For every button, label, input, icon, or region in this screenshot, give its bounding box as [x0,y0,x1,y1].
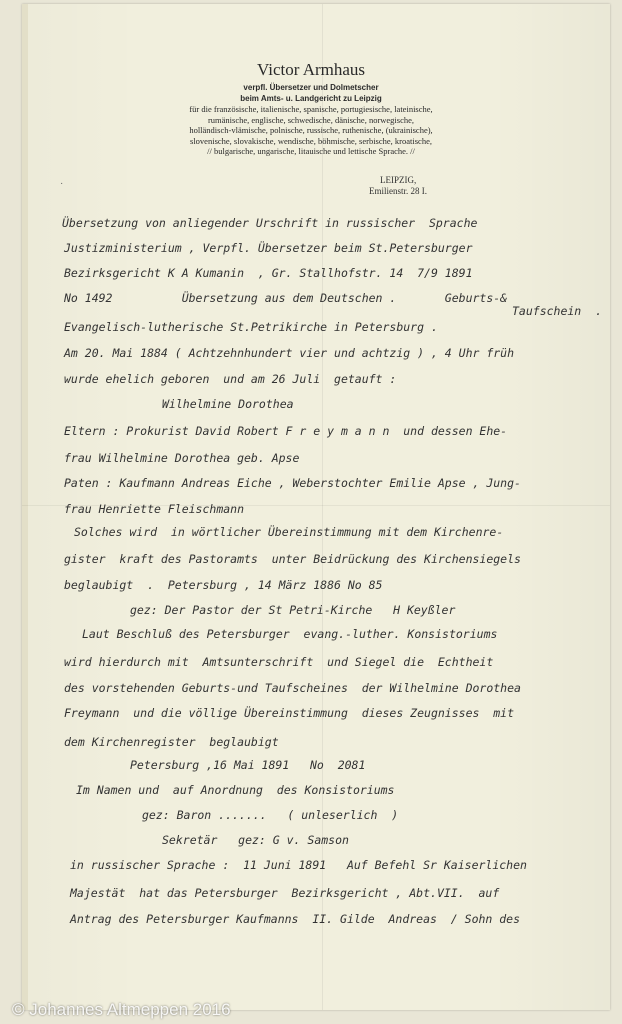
text-line: Paten : Kaufmann Andreas Eiche , Weberstochter Emilie Apse , Jung- [64,476,521,490]
text-line: frau Wilhelmine Dorothea geb. Apse [64,451,300,465]
text-line: Freymann und die völlige Übereinstimmung dieses Zeugnisses mit [64,706,515,720]
text-line: dem Kirchenregister beglaubigt [64,735,279,749]
text-line: Wilhelmine Dorothea [162,397,294,411]
languages-line: für die französische, italienische, spanische, portugiesische, lateinische, [189,104,433,114]
text-line: Antrag des Petersburger Kaufmanns II. Gilde Andreas / Sohn des [70,912,521,926]
text-line: Laut Beschluß des Petersburger evang.-luther. Konsistoriums [82,627,498,641]
text-line: No 1492 Übersetzung aus dem Deutschen . Geburts-& [64,291,508,305]
copyright-watermark: © Johannes Altmeppen 2016 [12,1000,231,1019]
text-line: frau Henriette Fleischmann [64,502,245,516]
text-line: beglaubigt . Petersburg , 14 März 1886 No 85 [64,578,383,592]
translator-court: beim Amts- u. Landgericht zu Leipzig [240,94,382,103]
text-line: gister kraft des Pastoramts unter Beidrückung des Kirchensiegels [64,552,521,566]
text-line: Justizministerium , Verpfl. Übersetzer beim St.Petersburger [64,241,473,255]
text-line: wird hierdurch mit Amtsunterschrift und Siegel die Echtheit [64,655,494,669]
text-line: Eltern : Prokurist David Robert F r e y m a n n und dessen Ehe- [64,424,508,438]
margin-dot: · [60,178,64,189]
text-line: gez: Baron ....... ( unleserlich ) [142,808,399,822]
text-line: des vorstehenden Geburts-und Taufscheines der Wilhelmine Dorothea [64,681,521,695]
text-line: Am 20. Mai 1884 ( Achtzehnhundert vier und achtzig ) , 4 Uhr früh [64,346,515,360]
translator-name: Victor Armhaus [256,60,366,79]
languages-line: // bulgarische, ungarische, litauische und lettische Sprache. // [207,146,415,156]
margin-note: Taufschein . [512,304,603,318]
text-line: Sekretär gez: G v. Samson [162,833,349,847]
text-line: Im Namen und auf Anordnung des Konsistoriums [76,783,395,797]
languages-line: slovenische, slovakische, wendische, böhmische, serbische, kroatische, [190,135,432,146]
text-line: Übersetzung von anliegender Urschrift in russischer Sprache [62,216,478,230]
text-line: Evangelisch-lutherische St.Petrikirche in Petersburg . [64,320,438,334]
text-line: Petersburg ,16 Mai 1891 No 2081 [130,758,366,772]
letterhead-address: Emilienstr. 28 I. [369,186,427,196]
text-line: gez: Der Pastor der St Petri-Kirche H Keyßler [130,603,456,617]
text-line: wurde ehelich geboren und am 26 Juli getauft : [64,372,397,386]
text-line: Bezirksgericht K A Kumanin , Gr. Stallhofstr. 14 7/9 1891 [64,266,473,280]
text-line: in russischer Sprache : 11 Juni 1891 Auf Befehl Sr Kaiserlichen [70,858,527,872]
languages-line: holländisch-vlämische, polnische, russische, ruthenische, (ukrainische), [189,125,433,135]
text-line: Solches wird in wörtlicher Übereinstimmung mit dem Kirchenre- [74,525,504,539]
languages-line: rumänische, englische, schwedische, dänische, norwegische, [207,114,415,125]
translator-role: verpfl. Übersetzer und Dolmetscher [243,83,379,92]
letterhead-city: LEIPZIG, [380,175,417,185]
text-line: Majestät hat das Petersburger Bezirksgericht , Abt.VII. auf [70,886,500,900]
